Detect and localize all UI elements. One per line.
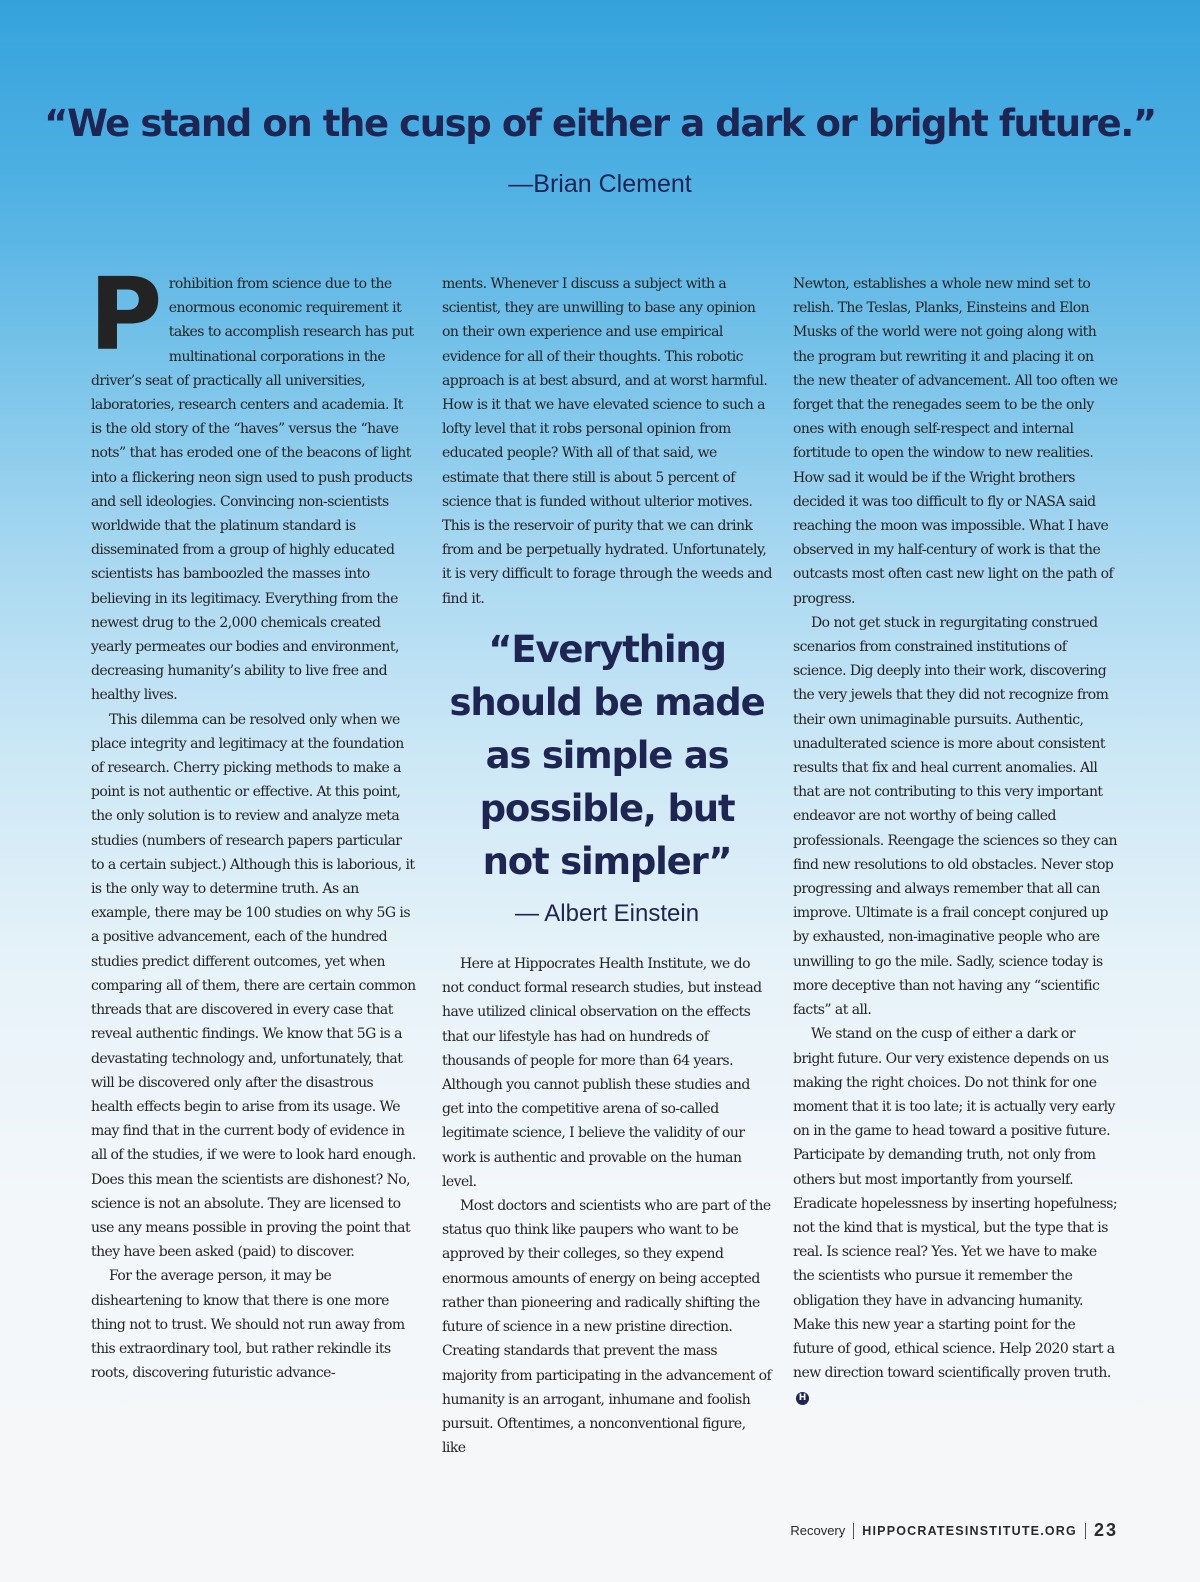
end-mark-icon: H [796,1392,809,1405]
footer-divider [853,1523,854,1539]
drop-cap: P [89,256,162,373]
footer-website: HIPPOCRATESINSTITUTE.ORG [862,1523,1077,1538]
headline-attribution: —Brian Clement [508,170,692,198]
paragraph: Newton, establishes a whole new mind set to relish. The Teslas, Planks, Einsteins and Elon Musks of the world were not going along with the program but rewriting it and placing it on the new theater of advancement. All too often we forget that the renegades seem to be the only ones with enough self-respect and internal fortitude to open the window to new realities. How sad it would be if the Wright brothers decided it was too difficult to fly or NASA said reaching the moon was impossible. What I have observed in my half-century of work is that the outcasts most often cast new light on the path of progress. [793,276,1118,607]
paragraph: We stand on the cusp of either a dark or bright future. Our very existence depends on us making the right choices. Do not think for one moment that it is too late; it is actually very early on in the game to head toward a positive future. Participate by demanding truth, not only from others but most importantly from yourself. Eradicate hopelessness by inserting hopefulness; not the kind that is mystical, but the type that is real. Is science real? Yes. Yet we have to make the scientists who pursue it remember the obligation they have in advancing humanity. Make this new year a starting point for the future of good, ethical science. Help 2020 start a new direction toward scientifically proven truth.H [793,1026,1118,1404]
paragraph: Here at Hippocrates Health Institute, we do not conduct formal research studies, but instead have utilized clinical observation on the effects that our lifestyle has had on hundreds of thousands of people for more than 64 years. Although you cannot publish these studies and get into the competitive arena of so-called legitimate science, I believe the validity of our work is authentic and provable on the human level. [442,956,762,1190]
page-footer [790,1520,1118,1541]
footer-divider [1085,1523,1086,1539]
paragraph: ments. Whenever I discuss a subject with a scientist, they are unwilling to base any opinion on their own experience and use empirical evidence for all of their thoughts. This robotic approach is at best absurd, and at worst harmful. How is it that we have elevated science to such a lofty level that it robs personal opinion from educated people? With all of that said, we estimate that there still is about 5 percent of science that is funded without ulterior motives. This is the reservoir of purity that we can drink from and be perpetually hydrated. Unfortunately, it is very difficult to forage through the weeds and find it. [442,276,772,607]
paragraph: Do not get stuck in regurgitating construed scenarios from constrained institutions of science. Dig deeply into their work, discovering the very jewels that they did not recognize from their own unimaginable pursuits. Authentic, unadulterated science is more about consistent results that fix and heal current anomalies. All that are not contributing to this very important endeavor are not worthy of being called professionals. Reengage the sciences so they can find new resolutions to old obstacles. Never stop progressing and always remember that all can improve. Ultimate is a frail concept conjured up by exhausted, non-imaginative people who are unwilling to go the mile. Sadly, science today is more deceptive than not having any “scientific facts” at all. [793,614,1117,1019]
paragraph: Most doctors and scientists who are part of the status quo think like paupers who want to be approved by their colleges, so they expend enormous amounts of energy on being accepted rather than pioneering and radically shifting the future of science in a new pristine direction. Creating standards that prevent the mass majority from participating in the advancement of humanity is an arrogant, inhumane and foolish pursuit. Oftentimes, a nonconventional figure, like [442,1198,772,1457]
paragraph: This dilemma can be resolved only when we place integrity and legitimacy at the foundation of research. Cherry picking methods to make a point is not authentic or effective. At this point, the only solution is to review and analyze meta studies (numbers of research papers particular to a certain subject.) Although this is laborious, it is the only way to determine truth. As an example, there may be 100 studies on why 5G is a positive advancement, each of the hundred studies predict different outcomes, yet when comparing all of them, there are certain common threads that are discovered in every case that reveal authentic findings. We know that 5G is a devastating technology and, unfortunately, that will be discovered only after the disastrous health effects begin to arise from its usage. We may find that in the current body of evidence in all of the studies, if we were to look hard enough. Does this mean the scientists are dishonest? No, science is not an absolute. They are licensed to use any means possible in proving the point that they have been asked (paid) to discover. [91,711,416,1261]
article-column-3 [793,272,1118,1410]
paragraph: For the average person, it may be disheartening to know that there is one more thing not to trust. We should not run away from this extraordinary tool, but rather rekindle its roots, discovering futuristic advance- [91,1268,405,1382]
article-column-2 [442,272,772,1460]
pull-quote-attribution: — Albert Einstein [514,899,700,927]
headline-quote: “We stand on the cusp of either a dark or bright future.” [44,102,1156,145]
paragraph: Prohibition from science due to the enormous economic requirement it takes to accomplish research has put multinational corporations in the driver’s seat of practically all universities, laboratories, research centers and academia. It is the old story of the “haves” versus the “have nots” that has eroded one of the beacons of light into a flickering neon sign used to push products and sell ideologies. Convincing non-scientists worldwide that the platinum standard is disseminated from a group of highly educated scientists has bamboozled the masses into believing in its legitimacy. Everything from the newest drug to the 2,000 chemicals created yearly permeates our bodies and environment, decreasing humanity’s ability to live free and healthy lives. [89,256,414,704]
article-column-1 [89,256,416,1385]
pull-quote: “Everything should be made as simple as possible, but not simpler” [449,627,765,883]
page-number: 23 [1093,1520,1118,1540]
footer-section-label: Recovery [790,1523,846,1538]
